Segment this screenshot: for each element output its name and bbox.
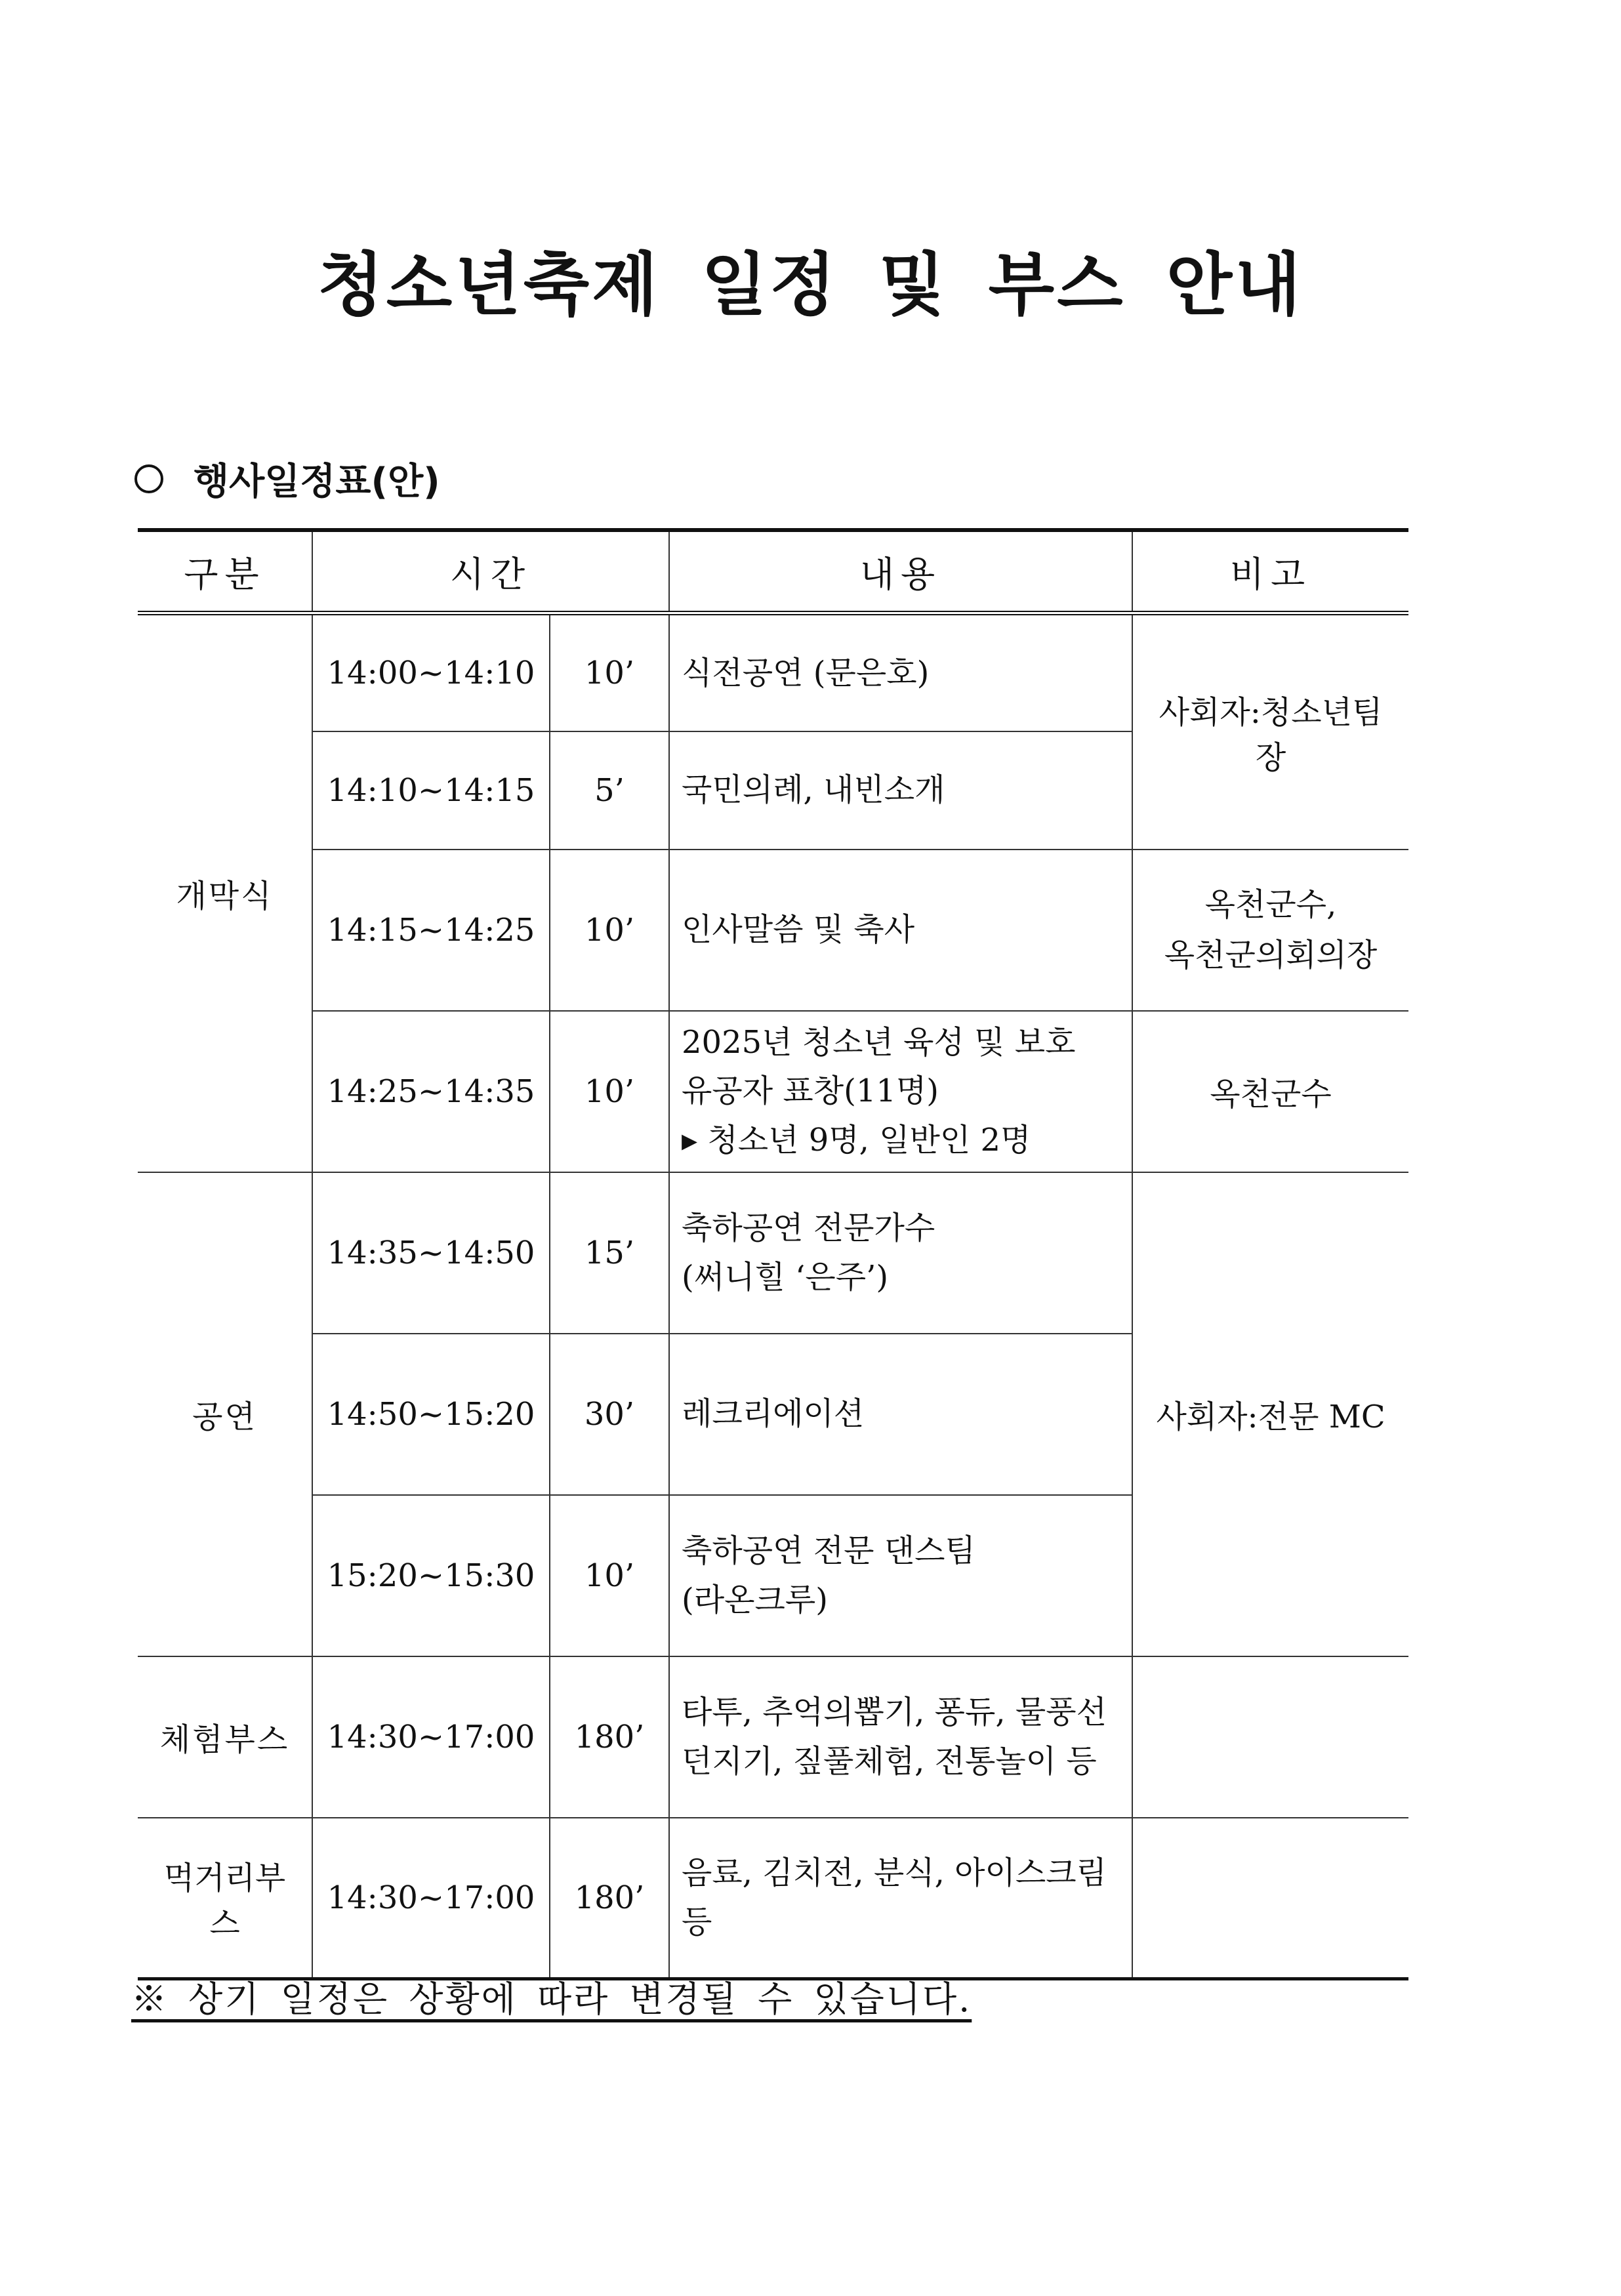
- time-cell: 14:15~14:25: [312, 850, 550, 1011]
- content-cell: [669, 1495, 1132, 1656]
- time-cell: 14:10~14:15: [312, 731, 550, 850]
- duration-cell: 10’: [550, 1495, 669, 1656]
- page-title: 청소년축제 일정 및 부스 안내: [318, 245, 1303, 325]
- content-line: ▸ 청소년 9명, 일반인 2명: [682, 1121, 1031, 1158]
- group-experience: 체험부스: [138, 1656, 312, 1818]
- duration-cell: 15’: [550, 1172, 669, 1334]
- time-cell: 14:00~14:10: [312, 613, 550, 731]
- remarks-cell: 사회자:전문 MC: [1132, 1172, 1408, 1656]
- content-cell: [669, 1172, 1132, 1334]
- content-line: 2025년 청소년 육성 및 보호: [682, 1023, 1076, 1061]
- time-cell: 14:25~14:35: [312, 1011, 550, 1172]
- remarks-line: 옥천군수,: [1204, 886, 1337, 923]
- duration-cell: 10’: [550, 613, 669, 731]
- content-line: 유공자 표창(11명): [682, 1073, 939, 1110]
- content-cell: [669, 850, 1132, 1011]
- duration-cell: 30’: [550, 1334, 669, 1495]
- time-cell: 14:50~15:20: [312, 1334, 550, 1495]
- content-cell: [669, 613, 1132, 731]
- content-line: 인사말씀 및 축사: [682, 911, 915, 949]
- duration-cell: 5’: [550, 731, 669, 850]
- remarks-cell: [1132, 1656, 1408, 1818]
- group-food: 먹거리부스: [138, 1818, 312, 1979]
- remarks-cell: 사회자:청소년팀장: [1132, 613, 1408, 850]
- content-line: 타투, 추억의뽑기, 퐁듀, 물풍선: [682, 1694, 1107, 1731]
- content-line: 식전공연 (문은호): [682, 654, 930, 691]
- section-heading-label: 행사일정표(안): [194, 461, 440, 503]
- time-cell: 14:35~14:50: [312, 1172, 550, 1334]
- content-cell: [669, 1334, 1132, 1495]
- duration-cell: 180’: [550, 1818, 669, 1979]
- table-header-row: [138, 530, 1408, 613]
- table-row: [138, 1011, 1408, 1172]
- schedule-table: [138, 528, 1408, 1980]
- remarks-cell: [1132, 850, 1408, 1011]
- table-row: [138, 1656, 1408, 1818]
- content-cell: [669, 731, 1132, 850]
- content-line: 던지기, 짚풀체험, 전통놀이 등: [682, 1742, 1097, 1780]
- content-line: 국민의례, 내빈소개: [682, 771, 945, 809]
- group-opening: 개막식: [138, 613, 312, 1172]
- table-row: [138, 1818, 1408, 1979]
- time-cell: 14:30~17:00: [312, 1656, 550, 1818]
- section-heading: [134, 453, 440, 505]
- content-line: (써니힐 ‘은주’): [682, 1258, 889, 1296]
- content-cell: [669, 1011, 1132, 1172]
- circle-icon: [134, 464, 163, 493]
- duration-cell: 180’: [550, 1656, 669, 1818]
- time-cell: 15:20~15:30: [312, 1495, 550, 1656]
- remarks-cell: 옥천군수: [1132, 1011, 1408, 1172]
- content-line: 축하공연 전문 댄스팀: [682, 1532, 975, 1570]
- content-line: 레크리에이션: [682, 1395, 865, 1433]
- header-content: 내용: [669, 530, 1132, 613]
- duration-cell: 10’: [550, 850, 669, 1011]
- header-category: 구분: [138, 530, 312, 613]
- header-time: 시간: [312, 530, 669, 613]
- content-line: (라온크루): [682, 1581, 828, 1618]
- content-cell: [669, 1656, 1132, 1818]
- table-row: [138, 613, 1408, 731]
- remarks-cell: [1132, 1818, 1408, 1979]
- content-cell: [669, 1818, 1132, 1979]
- schedule-notice: ※ 상기 일정은 상황에 따라 변경될 수 있습니다.: [131, 1978, 972, 2020]
- content-line: 음료, 김치전, 분식, 아이스크림 등: [682, 1855, 1107, 1940]
- time-cell: 14:30~17:00: [312, 1818, 550, 1979]
- content-line: 축하공연 전문가수: [682, 1210, 935, 1247]
- table-row: [138, 1172, 1408, 1334]
- table-row: [138, 850, 1408, 1011]
- group-performance: 공연: [138, 1172, 312, 1656]
- duration-cell: 10’: [550, 1011, 669, 1172]
- header-remarks: 비고: [1132, 530, 1408, 613]
- remarks-line: 옥천군의회의장: [1164, 936, 1378, 974]
